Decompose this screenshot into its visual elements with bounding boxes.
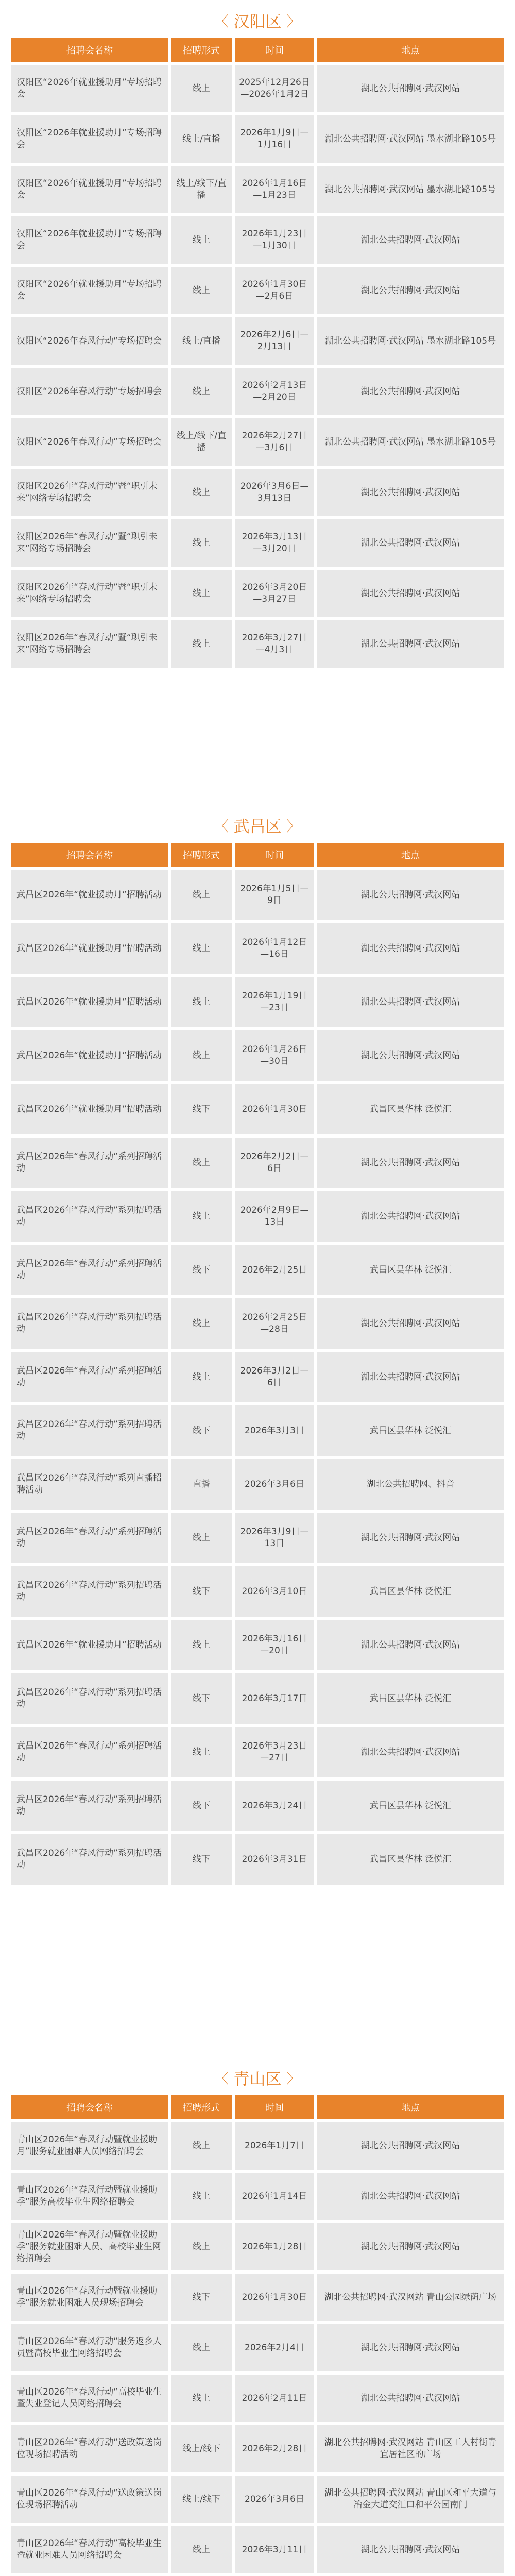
cell-place: 湖北公共招聘网·武汉网站 [317, 1191, 504, 1242]
cell-time: 2026年3月16日—20日 [235, 1620, 314, 1670]
cell-name: 武昌区2026年“春风行动”系列招聘活动 [11, 1566, 168, 1617]
cell-form: 线上 [171, 216, 232, 264]
cell-time: 2026年3月24日 [235, 1781, 314, 1831]
section-title [11, 810, 504, 840]
cell-time: 2026年3月31日 [235, 1834, 314, 1885]
table-row [11, 1566, 504, 1617]
table-row [11, 1620, 504, 1670]
table-row [11, 1352, 504, 1402]
cell-place: 湖北公共招聘网·武汉网站 [317, 1298, 504, 1349]
cell-name: 青山区2026年“春风行动”送政策送岗位现场招聘活动 [11, 2425, 168, 2472]
cell-name: 武昌区2026年“春风行动”系列招聘活动 [11, 1727, 168, 1777]
cell-place: 湖北公共招聘网·武汉网站 [317, 870, 504, 920]
table-row [11, 519, 504, 567]
cell-form: 线上 [171, 65, 232, 112]
cell-name: 武昌区2026年“春风行动”系列招聘活动 [11, 1673, 168, 1724]
table-row [11, 1138, 504, 1188]
table-row [11, 469, 504, 516]
column-header-form: 招聘形式 [171, 2095, 232, 2119]
cell-time: 2026年1月16日—1月23日 [235, 166, 314, 213]
cell-form: 线上 [171, 469, 232, 516]
title-bracket-left: 〈 [214, 2071, 229, 2087]
table-row [11, 2223, 504, 2270]
cell-time: 2026年1月19日—23日 [235, 977, 314, 1027]
table-row [11, 1030, 504, 1081]
column-header-form: 招聘形式 [171, 38, 232, 62]
cell-form: 线下 [171, 1084, 232, 1134]
cell-name: 青山区2026年“春风行动”服务返乡人员暨高校毕业生网络招聘会 [11, 2324, 168, 2371]
column-header-place: 地点 [317, 38, 504, 62]
cell-form: 线下 [171, 1781, 232, 1831]
job-fair-table [8, 35, 507, 671]
cell-time: 2026年2月2日—6日 [235, 1138, 314, 1188]
cell-place: 湖北公共招聘网·武汉网站 [317, 368, 504, 415]
cell-place: 武昌区昙华林 泛悦汇 [317, 1245, 504, 1295]
cell-form: 线上 [171, 923, 232, 974]
cell-form: 线下 [171, 1405, 232, 1456]
table-row [11, 2274, 504, 2321]
cell-time: 2026年3月10日 [235, 1566, 314, 1617]
cell-name: 武昌区2026年“就业援助月”招聘活动 [11, 870, 168, 920]
cell-name: 青山区2026年“春风行动”送政策送岗位现场招聘活动 [11, 2476, 168, 2523]
cell-name: 武昌区2026年“春风行动”系列招聘活动 [11, 1405, 168, 1456]
table-row [11, 166, 504, 213]
cell-form: 线上 [171, 1298, 232, 1349]
cell-form: 线上 [171, 1191, 232, 1242]
cell-time: 2026年1月9日—1月16日 [235, 115, 314, 163]
table-row [11, 317, 504, 365]
cell-name: 青山区2026年“春风行动”高校毕业生暨就业困难人员网络招聘会 [11, 2526, 168, 2573]
cell-place: 湖北公共招聘网·武汉网站 [317, 1138, 504, 1188]
cell-time: 2026年3月6日 [235, 2476, 314, 2523]
cell-place: 湖北公共招聘网·武汉网站 [317, 620, 504, 668]
cell-name: 汉阳区2026年“春风行动”暨“职引未来”网络专场招聘会 [11, 519, 168, 567]
section-title-text: 青山区 [233, 2070, 282, 2089]
title-bracket-left: 〈 [214, 818, 229, 835]
cell-place: 湖北公共招聘网·武汉网站 [317, 2223, 504, 2270]
cell-form: 线上 [171, 620, 232, 668]
cell-name: 青山区2026年“春风行动”高校毕业生暨失业登记人员网络招聘会 [11, 2375, 168, 2422]
cell-place: 湖北公共招聘网·武汉网站 墨水湖北路105号 [317, 418, 504, 466]
cell-form: 线下 [171, 1673, 232, 1724]
title-bracket-right: 〉 [286, 2071, 301, 2087]
cell-time: 2026年1月30日 [235, 2274, 314, 2321]
cell-form: 线上 [171, 2173, 232, 2220]
cell-place: 湖北公共招聘网·武汉网站 [317, 267, 504, 314]
cell-time: 2026年3月6日 [235, 1459, 314, 1510]
cell-name: 汉阳区“2026年春风行动”专场招聘会 [11, 317, 168, 365]
column-header-place: 地点 [317, 2095, 504, 2119]
section-qingshan [11, 2062, 504, 2576]
section-wuchang [11, 810, 504, 1888]
table-row [11, 1727, 504, 1777]
table-header-row [11, 843, 504, 867]
table-row [11, 115, 504, 163]
cell-place: 湖北公共招聘网、抖音 [317, 1459, 504, 1510]
cell-name: 武昌区2026年“就业援助月”招聘活动 [11, 1030, 168, 1081]
cell-form: 线上 [171, 2122, 232, 2170]
cell-form: 线上 [171, 1620, 232, 1670]
table-row [11, 1459, 504, 1510]
cell-name: 汉阳区“2026年春风行动”专场招聘会 [11, 368, 168, 415]
cell-time: 2026年2月9日—13日 [235, 1191, 314, 1242]
cell-place: 湖北公共招聘网·武汉网站 [317, 65, 504, 112]
table-row [11, 2526, 504, 2573]
cell-place: 湖北公共招聘网·武汉网站 [317, 1352, 504, 1402]
column-header-name: 招聘会名称 [11, 38, 168, 62]
cell-name: 武昌区2026年“春风行动”系列招聘活动 [11, 1834, 168, 1885]
cell-time: 2026年2月25日 [235, 1245, 314, 1295]
cell-time: 2026年3月20日—3月27日 [235, 570, 314, 617]
cell-time: 2026年2月28日 [235, 2425, 314, 2472]
cell-time: 2026年3月27日—4月3日 [235, 620, 314, 668]
cell-place: 武昌区昙华林 泛悦汇 [317, 1781, 504, 1831]
table-row [11, 2122, 504, 2170]
table-row [11, 418, 504, 466]
cell-time: 2026年2月11日 [235, 2375, 314, 2422]
cell-place: 湖北公共招聘网·武汉网站 墨水湖北路105号 [317, 166, 504, 213]
column-header-time: 时间 [235, 843, 314, 867]
cell-form: 线上 [171, 519, 232, 567]
cell-time: 2026年1月26日—30日 [235, 1030, 314, 1081]
table-row [11, 1245, 504, 1295]
cell-time: 2026年1月30日 [235, 1084, 314, 1134]
cell-form: 线下 [171, 1566, 232, 1617]
section-hanyang [11, 5, 504, 671]
cell-time: 2026年2月4日 [235, 2324, 314, 2371]
cell-place: 湖北公共招聘网·武汉网站 [317, 2375, 504, 2422]
cell-form: 线上/直播 [171, 317, 232, 365]
cell-place: 湖北公共招聘网·武汉网站 [317, 2526, 504, 2573]
cell-name: 武昌区2026年“春风行动”系列招聘活动 [11, 1513, 168, 1563]
cell-form: 线上 [171, 1727, 232, 1777]
table-row [11, 2173, 504, 2220]
table-row [11, 977, 504, 1027]
job-fair-table [8, 2092, 507, 2576]
cell-name: 汉阳区“2026年春风行动”专场招聘会 [11, 418, 168, 466]
cell-time: 2026年1月12日—16日 [235, 923, 314, 974]
table-row [11, 1405, 504, 1456]
cell-form: 线下 [171, 1834, 232, 1885]
cell-name: 武昌区2026年“春风行动”系列招聘活动 [11, 1245, 168, 1295]
table-row [11, 1191, 504, 1242]
table-row [11, 1781, 504, 1831]
cell-time: 2026年3月9日—13日 [235, 1513, 314, 1563]
cell-name: 武昌区2026年“春风行动”系列招聘活动 [11, 1191, 168, 1242]
cell-name: 武昌区2026年“春风行动”系列招聘活动 [11, 1298, 168, 1349]
cell-name: 汉阳区2026年“春风行动”暨“职引未来”网络专场招聘会 [11, 620, 168, 668]
table-row [11, 2324, 504, 2371]
table-row [11, 1834, 504, 1885]
cell-name: 青山区2026年“春风行动暨就业援助月”服务就业困难人员网络招聘会 [11, 2122, 168, 2170]
cell-name: 汉阳区“2026年就业援助月”专场招聘会 [11, 216, 168, 264]
table-row [11, 1084, 504, 1134]
column-header-time: 时间 [235, 38, 314, 62]
cell-time: 2026年2月13日—2月20日 [235, 368, 314, 415]
cell-time: 2026年1月30日—2月6日 [235, 267, 314, 314]
column-header-name: 招聘会名称 [11, 2095, 168, 2119]
cell-form: 线下 [171, 1245, 232, 1295]
table-row [11, 570, 504, 617]
cell-time: 2026年3月23日—27日 [235, 1727, 314, 1777]
cell-place: 湖北公共招聘网·武汉网站 [317, 570, 504, 617]
cell-time: 2026年1月28日 [235, 2223, 314, 2270]
cell-form: 线上 [171, 1030, 232, 1081]
cell-name: 武昌区2026年“就业援助月”招聘活动 [11, 1084, 168, 1134]
column-header-form: 招聘形式 [171, 843, 232, 867]
cell-form: 线上 [171, 368, 232, 415]
cell-place: 湖北公共招聘网·武汉网站 [317, 1030, 504, 1081]
table-row [11, 65, 504, 112]
cell-time: 2026年1月7日 [235, 2122, 314, 2170]
cell-name: 武昌区2026年“春风行动”系列直播招聘活动 [11, 1459, 168, 1510]
cell-place: 湖北公共招聘网·武汉网站 [317, 469, 504, 516]
cell-place: 湖北公共招聘网·武汉网站 [317, 1513, 504, 1563]
cell-form: 线上 [171, 870, 232, 920]
cell-time: 2025年12月26日—2026年1月2日 [235, 65, 314, 112]
table-header-row [11, 38, 504, 62]
cell-place: 湖北公共招聘网·武汉网站 墨水湖北路105号 [317, 317, 504, 365]
cell-name: 汉阳区“2026年就业援助月”专场招聘会 [11, 65, 168, 112]
cell-place: 武昌区昙华林 泛悦汇 [317, 1566, 504, 1617]
cell-form: 线下 [171, 2274, 232, 2321]
cell-time: 2026年2月27日—3月6日 [235, 418, 314, 466]
cell-form: 线上 [171, 977, 232, 1027]
cell-form: 线上/线下 [171, 2476, 232, 2523]
cell-place: 湖北公共招聘网·武汉网站 [317, 1620, 504, 1670]
cell-place: 湖北公共招聘网·武汉网站 青山区工人村街青宜居社区的广场 [317, 2425, 504, 2472]
cell-name: 汉阳区“2026年就业援助月”专场招聘会 [11, 115, 168, 163]
cell-time: 2026年3月13日—3月20日 [235, 519, 314, 567]
cell-time: 2026年3月6日—3月13日 [235, 469, 314, 516]
cell-name: 汉阳区“2026年就业援助月”专场招聘会 [11, 166, 168, 213]
title-bracket-left: 〈 [214, 13, 229, 30]
cell-time: 2026年3月2日—6日 [235, 1352, 314, 1402]
table-row [11, 2476, 504, 2523]
cell-form: 线上 [171, 1352, 232, 1402]
cell-form: 直播 [171, 1459, 232, 1510]
cell-name: 青山区2026年“春风行动暨就业援助季”服务高校毕业生网络招聘会 [11, 2173, 168, 2220]
cell-place: 武昌区昙华林 泛悦汇 [317, 1673, 504, 1724]
cell-name: 汉阳区“2026年就业援助月”专场招聘会 [11, 267, 168, 314]
cell-form: 线上 [171, 570, 232, 617]
job-fair-table [8, 840, 507, 1888]
cell-time: 2026年2月6日—2月13日 [235, 317, 314, 365]
cell-place: 湖北公共招聘网·武汉网站 墨水湖北路105号 [317, 115, 504, 163]
cell-place: 武昌区昙华林 泛悦汇 [317, 1084, 504, 1134]
table-row [11, 2425, 504, 2472]
cell-form: 线上/直播 [171, 115, 232, 163]
section-title [11, 5, 504, 35]
table-row [11, 1673, 504, 1724]
table-row [11, 870, 504, 920]
cell-name: 汉阳区2026年“春风行动”暨“职引未来”网络专场招聘会 [11, 469, 168, 516]
cell-name: 汉阳区2026年“春风行动”暨“职引未来”网络专场招聘会 [11, 570, 168, 617]
cell-name: 青山区2026年“春风行动暨就业援助季”服务就业困难人员、高校毕业生网络招聘会 [11, 2223, 168, 2270]
cell-name: 武昌区2026年“就业援助月”招聘活动 [11, 1620, 168, 1670]
cell-form: 线上 [171, 2223, 232, 2270]
cell-time: 2026年3月17日 [235, 1673, 314, 1724]
cell-time: 2026年3月11日 [235, 2526, 314, 2573]
table-row [11, 267, 504, 314]
cell-place: 湖北公共招聘网·武汉网站 [317, 1727, 504, 1777]
cell-form: 线上 [171, 2324, 232, 2371]
table-row [11, 216, 504, 264]
title-bracket-right: 〉 [286, 818, 301, 835]
cell-place: 湖北公共招聘网·武汉网站 [317, 2173, 504, 2220]
cell-place: 湖北公共招聘网·武汉网站 [317, 519, 504, 567]
section-title-text: 汉阳区 [233, 12, 282, 31]
column-header-place: 地点 [317, 843, 504, 867]
cell-form: 线上/线下/直播 [171, 418, 232, 466]
cell-form: 线上 [171, 1513, 232, 1563]
cell-name: 武昌区2026年“春风行动”系列招聘活动 [11, 1138, 168, 1188]
section-title [11, 2062, 504, 2092]
cell-place: 湖北公共招聘网·武汉网站 [317, 923, 504, 974]
cell-form: 线上 [171, 1138, 232, 1188]
cell-place: 湖北公共招聘网·武汉网站 青山公园绿荫广场 [317, 2274, 504, 2321]
table-row [11, 620, 504, 668]
cell-place: 湖北公共招聘网·武汉网站 [317, 2324, 504, 2371]
cell-form: 线上/线下 [171, 2425, 232, 2472]
cell-name: 武昌区2026年“春风行动”系列招聘活动 [11, 1352, 168, 1402]
cell-place: 武昌区昙华林 泛悦汇 [317, 1405, 504, 1456]
cell-time: 2026年2月25日—28日 [235, 1298, 314, 1349]
cell-name: 武昌区2026年“就业援助月”招聘活动 [11, 923, 168, 974]
table-row [11, 368, 504, 415]
table-row [11, 1298, 504, 1349]
cell-place: 湖北公共招聘网·武汉网站 [317, 977, 504, 1027]
cell-name: 武昌区2026年“春风行动”系列招聘活动 [11, 1781, 168, 1831]
table-row [11, 923, 504, 974]
cell-time: 2026年3月3日 [235, 1405, 314, 1456]
cell-form: 线上 [171, 2375, 232, 2422]
cell-place: 湖北公共招聘网·武汉网站 [317, 216, 504, 264]
cell-form: 线上 [171, 2526, 232, 2573]
cell-time: 2026年1月23日—1月30日 [235, 216, 314, 264]
column-header-time: 时间 [235, 2095, 314, 2119]
cell-time: 2026年1月14日 [235, 2173, 314, 2220]
column-header-name: 招聘会名称 [11, 843, 168, 867]
cell-name: 青山区2026年“春风行动暨就业援助季”服务就业困难人员现场招聘会 [11, 2274, 168, 2321]
cell-form: 线上/线下/直播 [171, 166, 232, 213]
section-title-text: 武昌区 [233, 817, 282, 836]
table-row [11, 2375, 504, 2422]
cell-name: 武昌区2026年“就业援助月”招聘活动 [11, 977, 168, 1027]
cell-form: 线上 [171, 267, 232, 314]
cell-time: 2026年1月5日—9日 [235, 870, 314, 920]
cell-place: 武昌区昙华林 泛悦汇 [317, 1834, 504, 1885]
table-row [11, 1513, 504, 1563]
cell-place: 湖北公共招聘网·武汉网站 [317, 2122, 504, 2170]
cell-place: 湖北公共招聘网·武汉网站 青山区和平大道与冶金大道交汇口和平公园南门 [317, 2476, 504, 2523]
table-header-row [11, 2095, 504, 2119]
title-bracket-right: 〉 [286, 13, 301, 30]
